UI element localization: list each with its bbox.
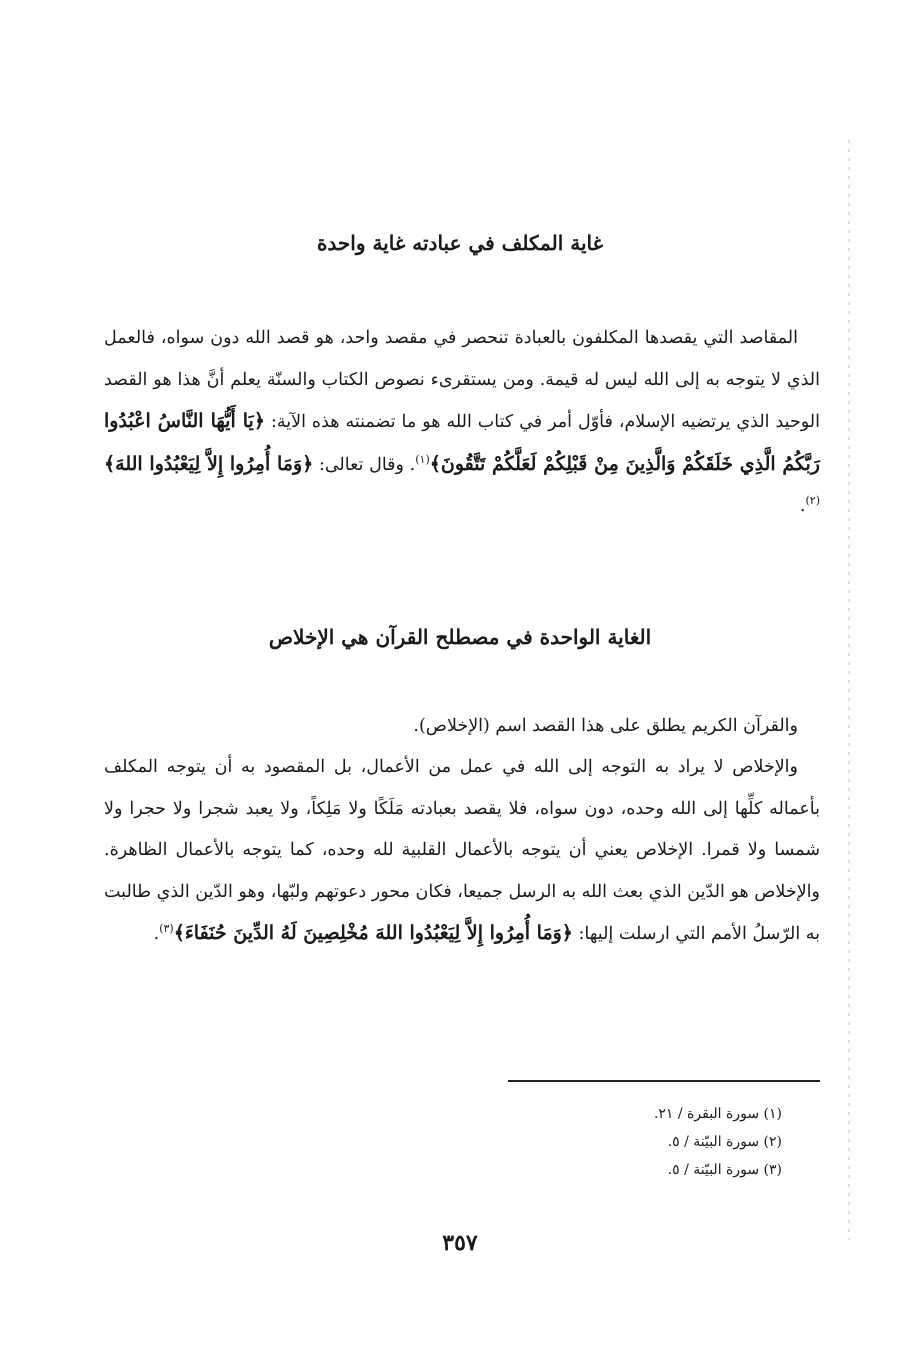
paragraph-worship-intent [104,318,820,528]
footnote-divider [508,1080,820,1082]
footnote-ref-1: (١) [415,452,430,466]
paragraph-ikhlas-name [104,706,820,748]
footnotes [500,1100,782,1184]
paragraph-text: . [799,496,806,516]
section-heading-single-goal: غاية المكلف في عبادته غاية واحدة [316,231,604,255]
footnote-ref-3: (٣) [159,922,174,936]
footnote-1: (١) سورة البقرة / ٢١. [653,1106,782,1122]
quran-verse-1: ﴿يَا أَيُّهَا النَّاسُ اعْبُدُوا رَبَّكُمُ الَّذِي خَلَقَكُمْ وَالَّذِينَ مِنْ قَبْلِكُمْ لَعَلَّكُمْ تَتَّقُونَ﴾ [104,410,820,475]
paragraph-ikhlas-meaning [104,747,820,956]
paragraph-text: والقرآن الكريم يطلق على هذا القصد اسم (الإخلاص). [413,716,798,736]
footnote-3: (٣) سورة البيّنة / ٥. [667,1162,782,1178]
section-heading-ikhlas: الغاية الواحدة في مصطلح القرآن هي الإخلاص [268,625,652,649]
quran-verse-3: ﴿وَمَا أُمِرُوا إِلاَّ لِيَعْبُدُوا اللهَ مُخْلِصِينَ لَهُ الدِّينَ حُنَفَاءَ﴾ [173,922,573,944]
scan-edge-mark [848,140,850,1240]
quran-verse-2: ﴿وَمَا أُمِرُوا إِلاَّ لِيَعْبُدُوا اللهَ﴾ [104,452,314,475]
paragraph-text: المقاصد التي يقصدها المكلفون بالعبادة تنحصر في مقصد واحد، هو قصد الله دون سواه، فالعمل الذي لا يتوجه به إلى الله ليس له قيمة. ومن يستقرىء نصوص الكتاب والسنّة يعلم أنَّ هذا هو القصد الوحيد الذي يرتضيه الإسلام، فأوّل أمر في كتاب الله هو ما تضمنته هذه الآية: [104,328,821,432]
paragraph-text: . [153,924,160,944]
paragraph-text: والإخلاص لا يراد به التوجه إلى الله في عمل من الأعمال، بل المقصود به أن يتوجه المكلف بأعماله كلِّها إلى الله وحده، دون سواه، فلا يقصد بعبادته مَلَكًا ولا مَلِكاً، ولا يعبد شجرا ولا حجرا ولا شمسا ولا قمرا. الإخلاص يعني أن يتوجه بالأعمال القلبية لله وحده، كما يتوجه بالأعمال الظاهرة. والإخلاص هو الدّين الذي بعث الله به الرسل جميعا، فكان محور دعوتهم ولبّها، وهو الدّين الذي طالبت به الرّسلُ الأمم التي ارسلت إليها: [104,757,820,944]
footnote-ref-2: (٢) [805,494,820,508]
footnote-2: (٢) سورة البيّنة / ٥. [667,1134,782,1150]
page-number: ٣٥٧ [442,1230,478,1256]
paragraph-text: . وقال تعالى: [318,454,416,475]
